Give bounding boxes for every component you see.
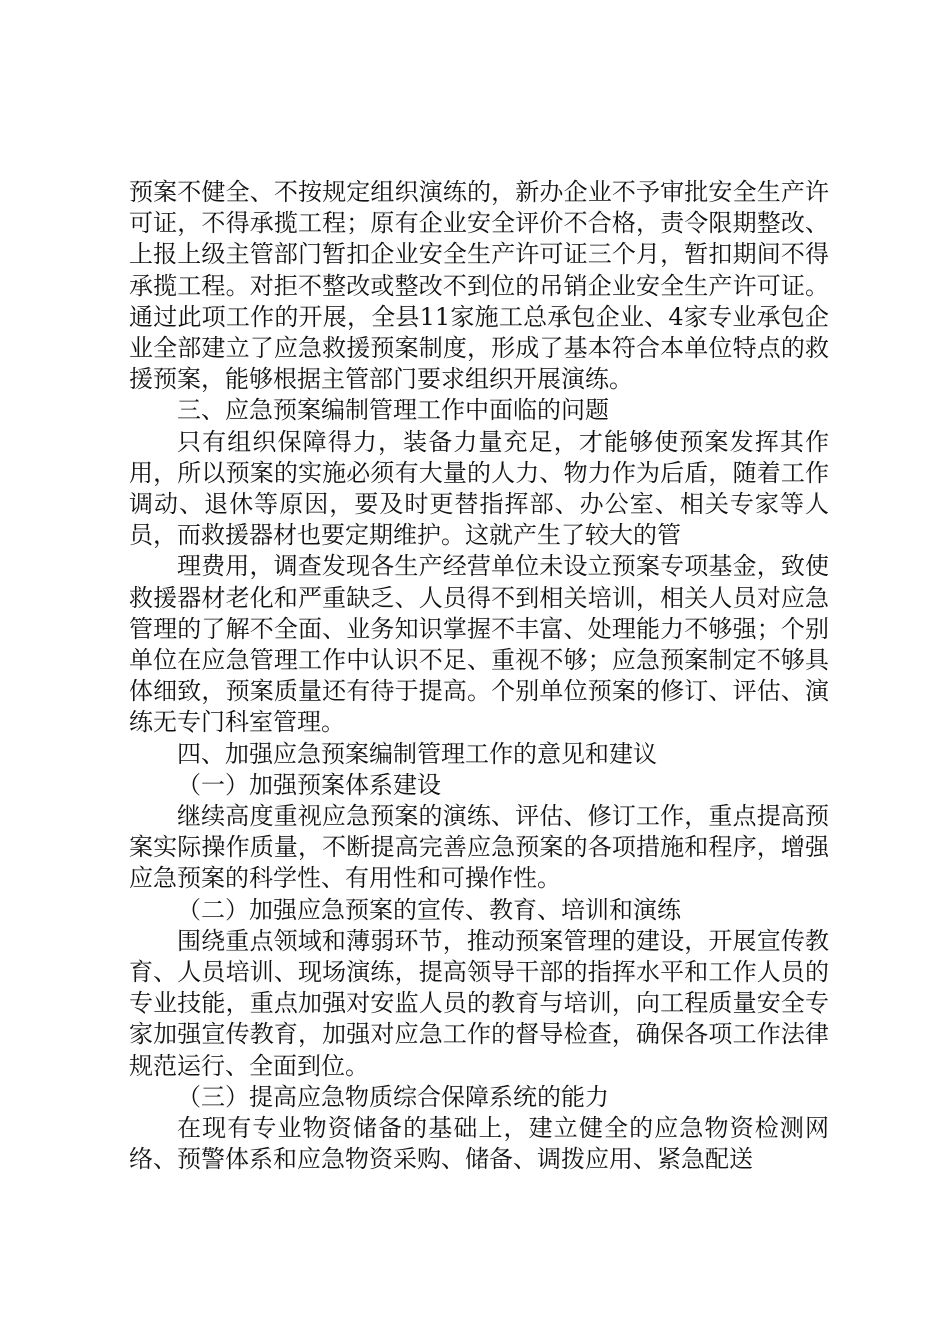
- section-heading-3: 三、应急预案编制管理工作中面临的问题: [177, 396, 609, 425]
- section-heading-4: 四、加强应急预案编制管理工作的意见和建议: [177, 739, 657, 768]
- paragraph-6: 在现有专业物资储备的基础上，建立健全的应急物资检测网络、预警体系和应急物资采购、储备、调拨应用、紧急配送: [129, 1114, 829, 1174]
- subheading-2: （二）加强应急预案的宣传、教育、培训和演练: [177, 895, 681, 924]
- document-body: [129, 177, 829, 1176]
- paragraph-2: 只有组织保障得力，装备力量充足，才能够使预案发挥其作用，所以预案的实施必须有大量的人力、物力作为后盾，随着工作调动、退休等原因，要及时更替指挥部、办公室、相关专家等人员，而救援器材也要定期维护。这就产生了较大的管: [129, 427, 829, 550]
- paragraph-3: 理费用，调查发现各生产经营单位未设立预案专项基金，致使救援器材老化和严重缺乏、人员得不到相关培训，相关人员对应急管理的了解不全面、业务知识掌握不丰富、处理能力不够强；个别单位在应急管理工作中认识不足、重视不够；应急预案制定不够具体细致，预案质量还有待于提高。个别单位预案的修订、评估、演练无专门科室管理。: [129, 552, 829, 737]
- paragraph-5: 围绕重点领域和薄弱环节，推动预案管理的建设，开展宣传教育、人员培训、现场演练，提高领导干部的指挥水平和工作人员的专业技能，重点加强对安监人员的教育与培训，向工程质量安全专家加强宣传教育，加强对应急工作的督导检查，确保各项工作法律规范运行、全面到位。: [129, 926, 829, 1080]
- subheading-3: （三）提高应急物质综合保障系统的能力: [177, 1082, 609, 1111]
- subheading-1: （一）加强预案体系建设: [177, 770, 441, 799]
- paragraph-4: 继续高度重视应急预案的演练、评估、修订工作，重点提高预案实际操作质量，不断提高完善应急预案的各项措施和程序，增强应急预案的科学性、有用性和可操作性。: [129, 802, 829, 893]
- paragraph-1: 预案不健全、不按规定组织演练的，新办企业不予审批安全生产许可证，不得承揽工程；原有企业安全评价不合格，责令限期整改、上报上级主管部门暂扣企业安全生产许可证三个月，暂扣期间不得承揽工程。对拒不整改或整改不到位的吊销企业安全生产许可证。通过此项工作的开展，全县11家施工总承包企业、4家专业承包企业全部建立了应急救援预案制度，形成了基本符合本单位特点的救援预案，能够根据主管部门要求组织开展演练。: [129, 178, 829, 394]
